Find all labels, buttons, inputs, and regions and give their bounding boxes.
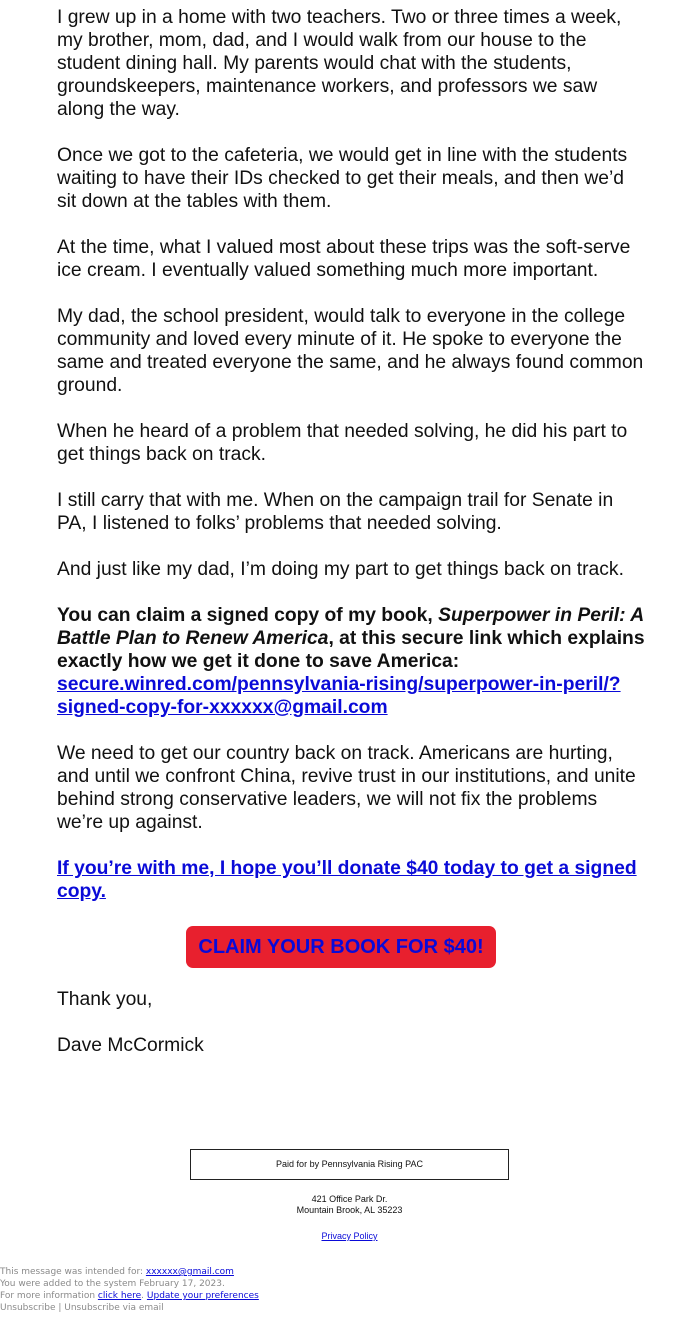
claim-book-button[interactable]: CLAIM YOUR BOOK FOR $40!: [186, 926, 495, 968]
added-line: You were added to the system February 17, 2023.: [0, 1279, 225, 1289]
mailing-address: [190, 1194, 509, 1216]
email-body: [57, 6, 647, 1080]
more-info-line: [0, 1290, 700, 1302]
paragraph-5: When he heard of a problem that needed solving, he did his part to get things back on track.: [57, 421, 628, 465]
privacy-policy-link[interactable]: Privacy Policy: [321, 1231, 378, 1241]
address-line-2: Mountain Brook, AL 35223: [296, 1205, 403, 1215]
address-line-1: 421 Office Park Dr.: [311, 1194, 388, 1204]
more-info-prefix: For more information: [0, 1291, 98, 1301]
book-title: Superpower in Peril: A Battle Plan to Renew America: [57, 605, 644, 649]
update-preferences-link[interactable]: Update your preferences: [146, 1291, 259, 1301]
unsubscribe-email-link[interactable]: Unsubscribe via email: [64, 1303, 164, 1313]
paid-for-box: Paid for by Pennsylvania Rising PAC: [190, 1149, 509, 1180]
paragraph-1: I grew up in a home with two teachers. Two or three times a week, my brother, mom, dad, and I would walk from our house to the student dining hall. My parents would chat with the students, groundskeepers, maintenance workers, and professors we saw along the way.: [57, 7, 622, 120]
paragraph-4: My dad, the school president, would talk to everyone in the college community and loved every minute of it. He spoke to everyone the same and treated everyone the same, and he always found common ground.: [57, 306, 644, 396]
subscription-meta: [0, 1266, 700, 1314]
paragraph-2: Once we got to the cafeteria, we would get in line with the students waiting to have their IDs checked to get their meals, and then we’d sit down at the tables with them.: [57, 145, 628, 212]
intended-email-link[interactable]: xxxxxx@gmail.com: [145, 1267, 234, 1277]
unsubscribe-line: [0, 1302, 700, 1314]
thanks-text: Thank you,: [57, 989, 153, 1010]
closing-paragraph: We need to get our country back on track. Americans are hurting, and until we confront China, revive trust in our institutions, and unite behind strong conservative leaders, we will not fix the problems we’re up against.: [57, 743, 636, 833]
signature: Dave McCormick: [57, 1035, 204, 1056]
intended-prefix: This message was intended for:: [0, 1267, 146, 1277]
paragraph-3: At the time, what I valued most about these trips was the soft-serve ice cream. I eventually valued something much more important.: [57, 237, 631, 281]
button-wrapper: [57, 926, 647, 968]
paragraph-7: And just like my dad, I’m doing my part to get things back on track.: [57, 559, 624, 580]
secure-link[interactable]: secure.winred.com/pennsylvania-rising/superpower-in-peril/?signed-copy-for-xxxxxx@gmail.com: [57, 674, 621, 718]
click-here-link[interactable]: click here: [97, 1291, 142, 1301]
offer-middle: , at this secure link which explains exactly how we get it done to save America:: [57, 628, 645, 672]
separator: .: [141, 1291, 147, 1301]
book-offer-paragraph: [57, 604, 647, 719]
donate-link[interactable]: If you’re with me, I hope you’ll donate $40 today to get a signed copy.: [57, 858, 637, 902]
offer-lead: You can claim a signed copy of my book,: [57, 605, 439, 626]
paragraph-6: I still carry that with me. When on the campaign trail for Senate in PA, I listened to folks’ problems that needed solving.: [57, 490, 614, 534]
pipe-separator: |: [55, 1303, 65, 1313]
privacy-container: [190, 1231, 509, 1241]
intended-line: [0, 1266, 700, 1278]
unsubscribe-link[interactable]: Unsubscribe: [0, 1303, 56, 1313]
